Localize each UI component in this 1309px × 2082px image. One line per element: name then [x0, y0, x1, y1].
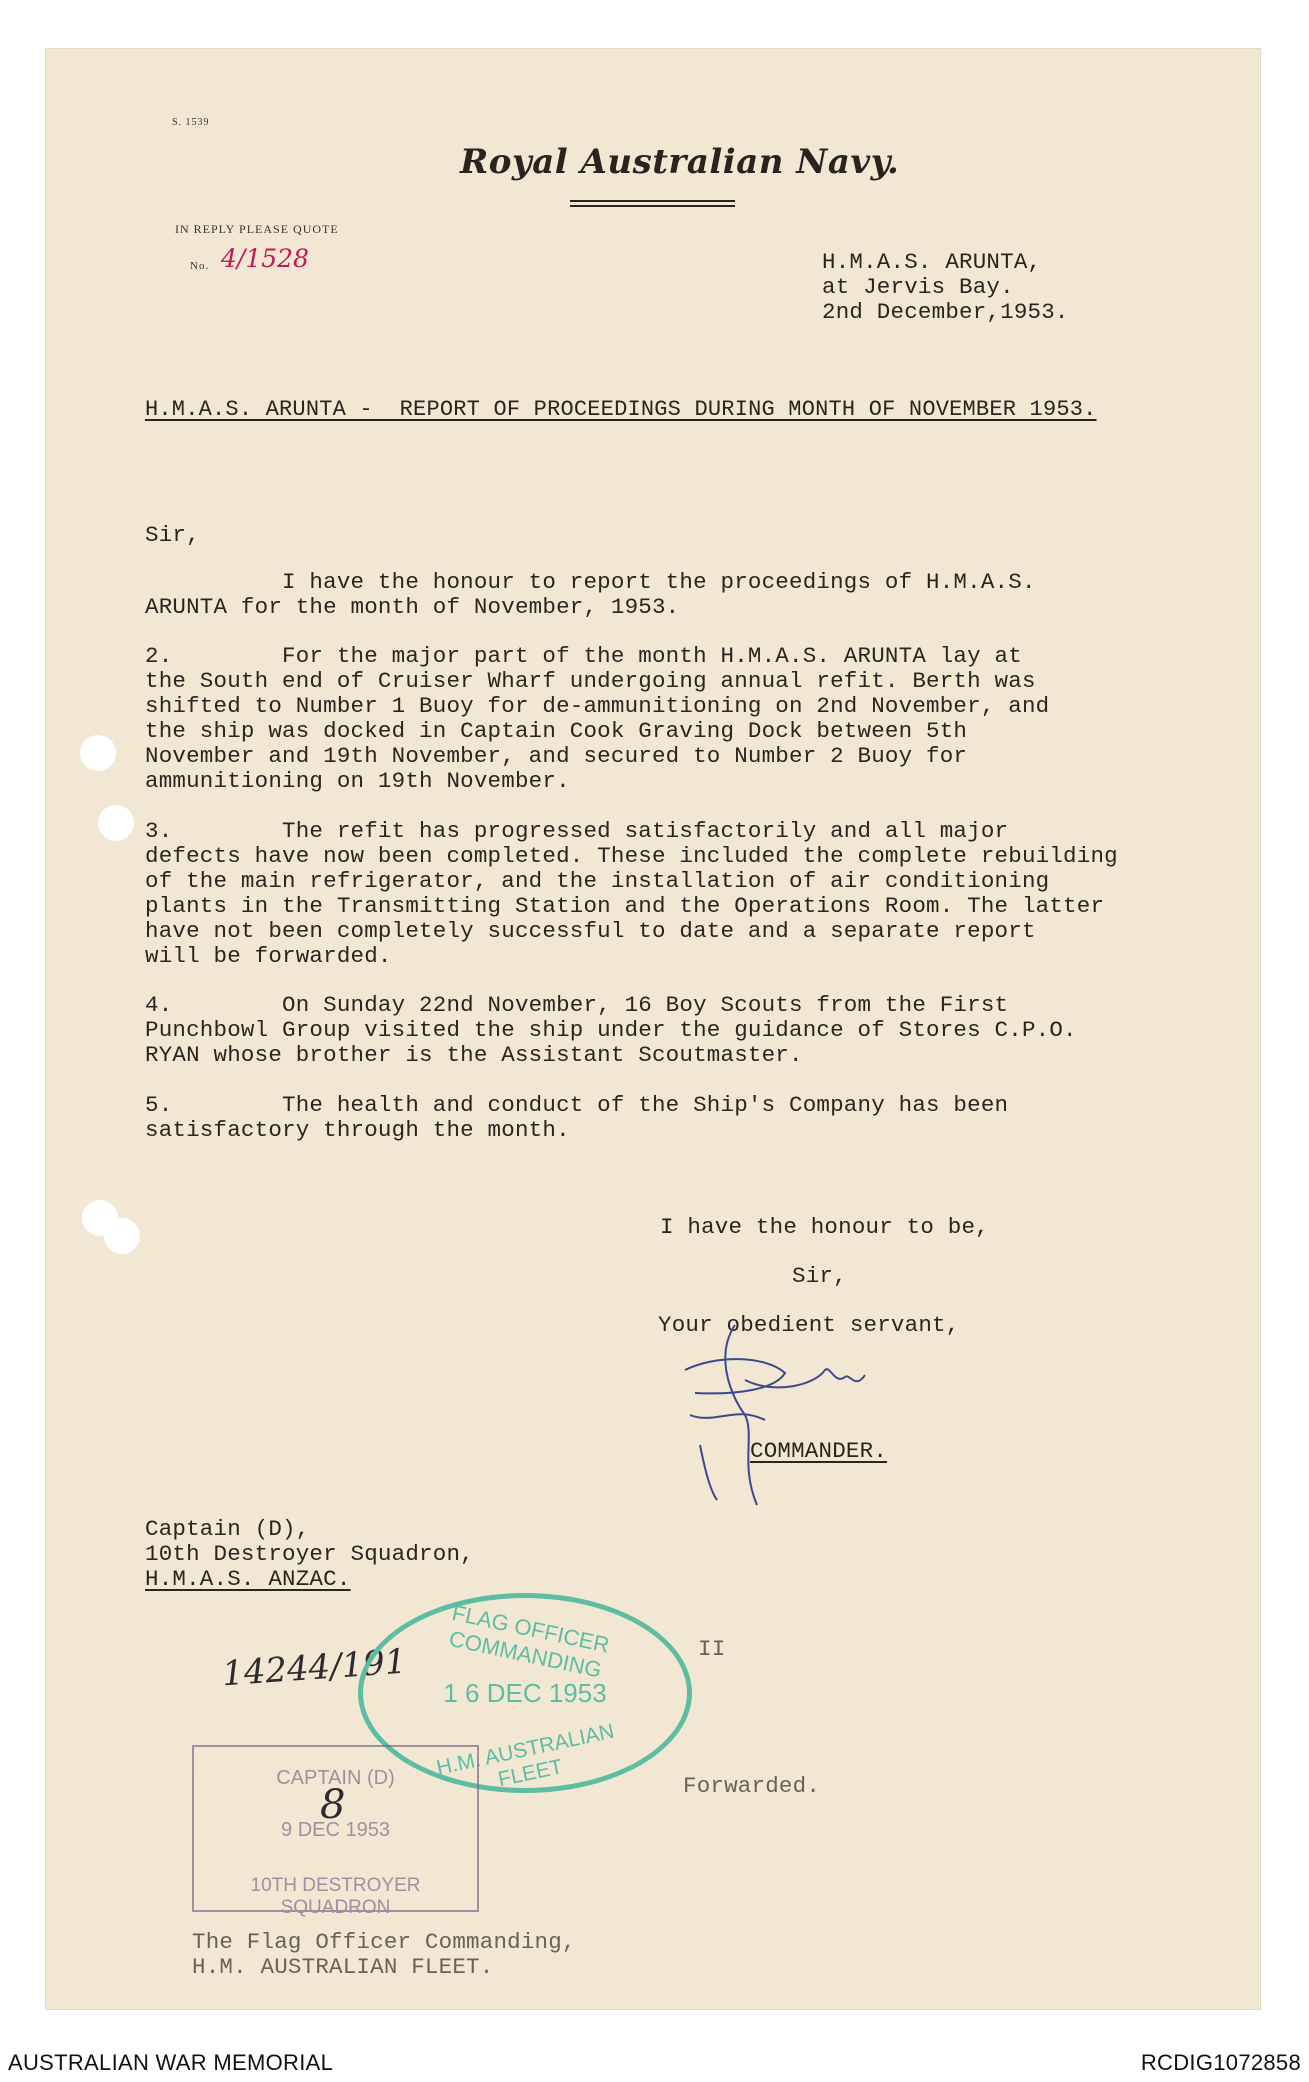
body-line: RYAN whose brother is the Assistant Scoutmaster. [145, 1042, 803, 1068]
addressee-line: 10th Destroyer Squadron, [145, 1541, 474, 1567]
received-stamp-org: FLAG OFFICER COMMANDING [446, 1599, 612, 1683]
body-line: 3. The refit has progressed satisfactorily and all major [145, 818, 1009, 844]
captain-stamp-title: CAPTAIN (D) [276, 1767, 395, 1789]
file-number-handwritten: 14244/191 [220, 1641, 408, 1695]
forward-to-line: The Flag Officer Commanding, [192, 1929, 576, 1955]
addressee-line: Captain (D), [145, 1516, 310, 1542]
addressee-ship: H.M.A.S. ANZAC. [145, 1566, 351, 1592]
punch-hole [80, 735, 116, 771]
body-line: ARUNTA for the month of November, 1953. [145, 594, 680, 620]
body-line: the South end of Cruiser Wharf undergoing annual refit. Berth was [145, 668, 1036, 694]
captain-d-stamp [192, 1745, 479, 1918]
body-line: the ship was docked in Captain Cook Graving Dock between 5th [145, 718, 968, 744]
body-line: of the main refrigerator, and the installation of air conditioning [145, 868, 1050, 894]
forwarded-note: Forwarded. [683, 1773, 821, 1799]
masthead-rule [570, 200, 735, 202]
masthead-rule [570, 205, 735, 207]
form-number: S. 1539 [172, 117, 210, 128]
sender-location: at Jervis Bay. [822, 274, 1014, 300]
body-line: 4. On Sunday 22nd November, 16 Boy Scouts from the First [145, 992, 1009, 1018]
punch-hole [98, 805, 134, 841]
body-line: 5. The health and conduct of the Ship's Company has been [145, 1092, 1009, 1118]
body-line: defects have now been completed. These included the complete rebuilding [145, 843, 1118, 869]
closing-sir: Sir, [792, 1263, 847, 1289]
punch-hole [104, 1218, 140, 1254]
body-line: Punchbowl Group visited the ship under the guidance of Stores C.P.O. [145, 1017, 1077, 1043]
salutation: Sir, [145, 522, 200, 548]
sender-date: 2nd December,1953. [822, 299, 1069, 325]
forward-to-line: H.M. AUSTRALIAN FLEET. [192, 1954, 494, 1980]
body-line: satisfactory through the month. [145, 1117, 570, 1143]
sender-ship: H.M.A.S. ARUNTA, [822, 249, 1042, 275]
signatory-rank: COMMANDER. [750, 1438, 888, 1464]
body-line: 2. For the major part of the month H.M.A.S. ARUNTA lay at [145, 643, 1022, 669]
archive-credit: AUSTRALIAN WAR MEMORIAL [8, 2050, 334, 2075]
body-line: I have the honour to report the proceedings of H.M.A.S. [145, 569, 1036, 595]
subject-line: H.M.A.S. ARUNTA - REPORT OF PROCEEDINGS DURING MONTH OF NOVEMBER 1953. [145, 397, 1097, 422]
received-stamp-fleet: H.M. AUSTRALIAN FLEET [434, 1719, 617, 1792]
closing-line: I have the honour to be, [660, 1214, 989, 1240]
body-line: November and 19th November, and secured to Number 2 Buoy for [145, 743, 968, 769]
body-line: ammunitioning on 19th November. [145, 768, 570, 794]
reference-no-label: No. [190, 260, 210, 272]
reference-number-handwritten: 4/1528 [221, 244, 309, 273]
endorsement-number: II [698, 1636, 726, 1662]
letterhead-title: Royal Australian Navy. [460, 142, 900, 182]
received-stamp-date: 1 6 DEC 1953 [443, 1678, 607, 1708]
body-line: shifted to Number 1 Buoy for de-ammunitioning on 2nd November, and [145, 693, 1050, 719]
handwritten-initial: 8 [320, 1782, 346, 1828]
body-line: have not been completely successful to date and a separate report [145, 918, 1036, 944]
captain-stamp-date: 9 DEC 1953 [281, 1819, 390, 1841]
closing-servant: Your obedient servant, [658, 1312, 960, 1338]
archive-id: RCDIG1072858 [1140, 2050, 1301, 2075]
body-line: plants in the Transmitting Station and the Operations Room. The latter [145, 893, 1105, 919]
captain-stamp-squadron: 10TH DESTROYER SQUADRON [250, 1875, 421, 1918]
body-line: will be forwarded. [145, 943, 392, 969]
signature [675, 1295, 905, 1515]
reply-label: IN REPLY PLEASE QUOTE [175, 222, 339, 236]
